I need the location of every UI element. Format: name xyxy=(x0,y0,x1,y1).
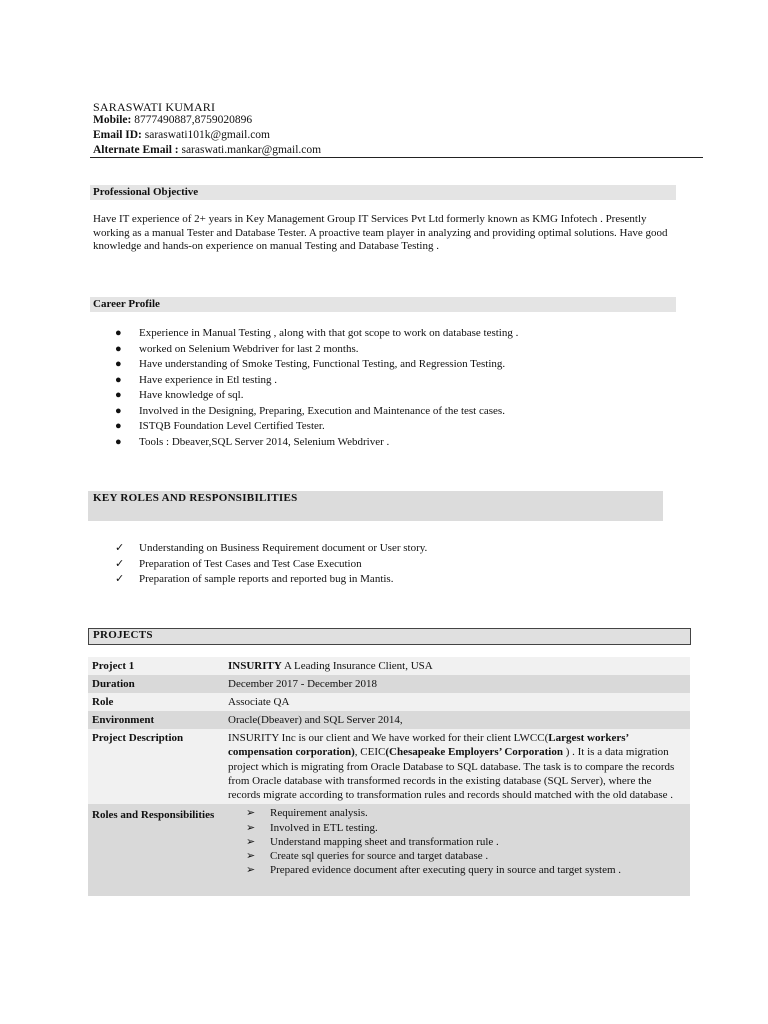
email-value[interactable]: saraswati101k@gmail.com xyxy=(144,129,270,141)
objective-title: Professional Objective xyxy=(93,186,199,198)
description-value: INSURITY Inc is our client and We have worked for their client LWCC(Largest workers’ compensation corporation), CEIC(Chesapeake Employers’ Corporation ) . It is a data migration project which is migrating from Oracle Database to SQL database. The task is to compare the records from Oracle database with transformed records in the existing database (SQL Server), where the records migrate according to transformation rules and records should matched with the old database . xyxy=(228,732,675,802)
roles-value xyxy=(224,804,690,896)
email-line xyxy=(93,129,270,141)
list-item: ➢ Requirement analysis. xyxy=(246,807,368,820)
list-item: ➢ Create sql queries for source and target database . xyxy=(246,850,489,863)
list-item: ✓ Preparation of Test Cases and Test Case Execution xyxy=(93,557,683,573)
mobile-line xyxy=(93,114,252,126)
projects-title: PROJECTS xyxy=(93,629,153,641)
list-item: ➢ Involved in ETL testing. xyxy=(246,821,378,834)
list-item: ● Experience in Manual Testing , along with that got scope to work on database testing . xyxy=(93,326,683,342)
alt-email-label: Alternate Email : xyxy=(93,144,179,156)
list-item: ● Have understanding of Smoke Testing, Functional Testing, and Regression Testing. xyxy=(93,357,683,373)
check-icon: ✓ xyxy=(115,557,125,570)
role-label: Role xyxy=(92,696,114,708)
list-item: ➢ Prepared evidence document after executing query in source and target system . xyxy=(246,864,622,877)
career-list xyxy=(93,326,683,450)
table-row xyxy=(88,729,690,804)
key-roles-title: KEY ROLES AND RESPONSIBILITIES xyxy=(93,492,298,504)
role-value: Associate QA xyxy=(228,696,290,708)
description-label: Project Description xyxy=(92,732,184,744)
table-row xyxy=(88,804,690,896)
career-title: Career Profile xyxy=(93,298,160,310)
list-item: ● Have knowledge of sql. xyxy=(93,388,683,404)
bullet-icon: ● xyxy=(115,373,122,386)
check-icon: ✓ xyxy=(115,542,125,554)
key-roles-list xyxy=(93,541,683,588)
arrow-icon: ➢ xyxy=(246,807,256,820)
roles-list xyxy=(224,806,686,877)
bullet-icon: ● xyxy=(115,420,122,432)
project-label: Project 1 xyxy=(92,660,135,672)
table-row xyxy=(88,711,690,729)
mobile-value: 8777490887,8759020896 xyxy=(134,114,253,126)
table-row xyxy=(88,675,690,693)
header-divider xyxy=(90,157,703,158)
bullet-icon: ● xyxy=(115,342,122,355)
environment-value: Oracle(Dbeaver) and SQL Server 2014, xyxy=(228,714,403,726)
table-row xyxy=(88,693,690,711)
bullet-icon: ● xyxy=(115,404,122,417)
alt-email-line xyxy=(93,144,321,156)
arrow-icon: ➢ xyxy=(246,864,256,877)
environment-label: Environment xyxy=(92,714,155,726)
list-item: ● ISTQB Foundation Level Certified Tester. xyxy=(93,419,683,435)
mobile-label: Mobile: xyxy=(93,114,132,126)
arrow-icon: ➢ xyxy=(246,821,256,834)
project-table xyxy=(88,657,690,896)
objective-text: Have IT experience of 2+ years in Key Management Group IT Services Pvt Ltd formerly known as KMG Infotech . Presently working as a manual Tester and Database Tester. A proactive team player in analyzing and providing optimal solutions. Have good knowledge and hands-on experience on manual Testing and Database Testing . xyxy=(93,213,668,252)
arrow-icon: ➢ xyxy=(246,835,256,848)
list-item: ➢ Understand mapping sheet and transformation rule . xyxy=(246,835,499,848)
list-item: ✓ Understanding on Business Requirement document or User story. xyxy=(93,541,683,557)
bullet-icon: ● xyxy=(115,389,122,401)
bullet-icon: ● xyxy=(115,435,122,448)
list-item: ● Tools : Dbeaver,SQL Server 2014, Selenium Webdriver . xyxy=(93,435,683,451)
alt-email-value[interactable]: saraswati.mankar@gmail.com xyxy=(181,144,322,156)
arrow-icon: ➢ xyxy=(246,850,256,863)
table-row xyxy=(88,657,690,675)
list-item: ● Have experience in Etl testing . xyxy=(93,373,683,389)
career-bar xyxy=(90,297,676,312)
list-item: ● worked on Selenium Webdriver for last 2 months. xyxy=(93,342,683,358)
duration-value: December 2017 - December 2018 xyxy=(228,678,378,690)
bullet-icon: ● xyxy=(115,327,122,339)
duration-label: Duration xyxy=(92,678,135,690)
candidate-name: SARASWATI KUMARI xyxy=(93,100,216,114)
list-item: ✓ Preparation of sample reports and reported bug in Mantis. xyxy=(93,572,683,588)
bullet-icon: ● xyxy=(115,358,122,370)
check-icon: ✓ xyxy=(115,573,125,585)
project-name: INSURITY A Leading Insurance Client, USA xyxy=(228,660,433,672)
projects-bar xyxy=(88,628,691,645)
email-label: Email ID: xyxy=(93,129,142,141)
list-item: ● Involved in the Designing, Preparing, Execution and Maintenance of the test cases. xyxy=(93,404,683,420)
roles-label: Roles and Responsibilities xyxy=(92,809,215,822)
